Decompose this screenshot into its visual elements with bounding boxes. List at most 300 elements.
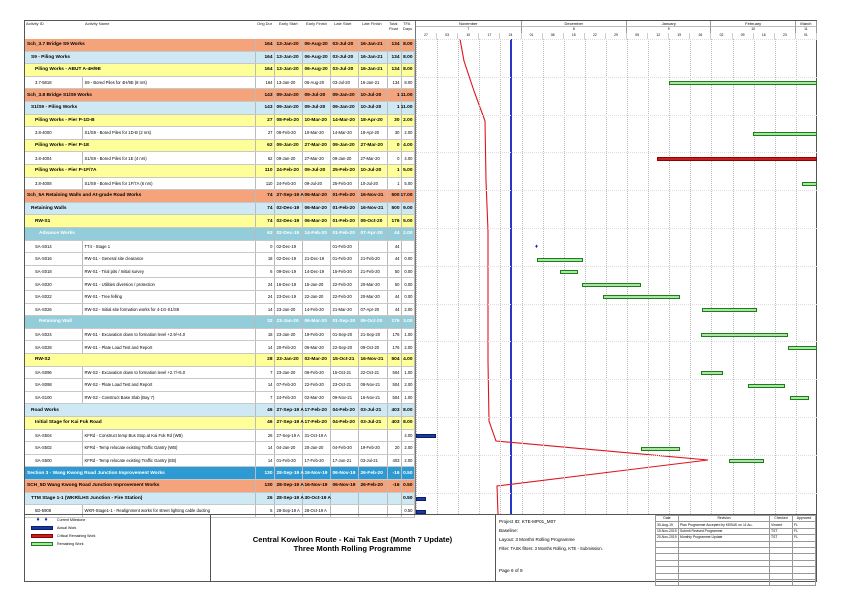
- early-finish: 09-Jul-20: [303, 102, 331, 114]
- wbs-name: Retaining Wall: [25, 316, 256, 328]
- wbs-name: RW-S1: [25, 215, 256, 227]
- late-start: [331, 430, 359, 442]
- wbs-row[interactable]: [25, 354, 415, 367]
- month-number: 9: [627, 27, 711, 33]
- tfa-days: 0.00: [402, 266, 415, 278]
- week-gridline: [585, 39, 586, 514]
- week-label: 26: [690, 33, 711, 39]
- wbs-row[interactable]: [25, 203, 415, 216]
- wbs-row[interactable]: [25, 215, 415, 228]
- week-gridline: [606, 39, 607, 514]
- early-finish: 17-Feb-20: [303, 417, 331, 429]
- week-label: 27: [416, 33, 437, 39]
- late-finish: 10-Jul-20: [359, 89, 388, 101]
- early-finish: 28-Oct-19 A: [303, 505, 331, 517]
- activity-row[interactable]: [25, 291, 415, 304]
- early-finish: 14-Dec-19: [303, 266, 331, 278]
- week-label: 22: [585, 33, 606, 39]
- wbs-name: RW-S2: [25, 354, 256, 366]
- legend: [25, 515, 211, 582]
- activity-row[interactable]: [25, 304, 415, 317]
- revision-row-empty: [656, 579, 816, 585]
- late-finish: 16-Nov-21: [359, 203, 388, 215]
- title-line-1: Central Kowloon Route - Kai Tak East (Month 7 Update): [252, 535, 453, 544]
- late-start: 01-Feb-20: [331, 203, 359, 215]
- tfa-days: 9.00: [402, 203, 415, 215]
- activity-name: KFRd - Construct temp Bus Stop at Kai Fuk Rd (WB): [83, 430, 256, 442]
- late-start: 01-Sep-20: [331, 316, 359, 328]
- early-finish: 10-Mar-20: [303, 127, 331, 139]
- total-float: 30: [388, 115, 402, 127]
- early-finish: 06-Aug-20: [303, 77, 331, 89]
- activity-name: RW-S2 - Plate Load Test and Report: [83, 379, 256, 391]
- activity-id: SA-S020: [25, 278, 83, 290]
- week-label: 24: [500, 33, 521, 39]
- total-float: 176: [388, 329, 402, 341]
- remaining-bar[interactable]: [537, 258, 583, 262]
- week-gridline: [775, 39, 776, 514]
- col-early-start: Early Start: [279, 21, 298, 26]
- early-finish: 09-Jul-20: [303, 165, 331, 177]
- tfa-days: 1.00: [402, 329, 415, 341]
- tfa-days: 5.00: [402, 178, 415, 190]
- activity-row[interactable]: [25, 392, 415, 405]
- orig-duration: 18: [256, 253, 275, 265]
- activity-name: TT4 - Stage 1: [83, 241, 256, 253]
- activity-row[interactable]: [25, 253, 415, 266]
- tfa-days: 5.00: [402, 215, 415, 227]
- progress-line: [416, 21, 817, 514]
- row-gridline: [416, 493, 817, 494]
- tfa-days: 3.00: [402, 316, 415, 328]
- remaining-bar[interactable]: [729, 459, 764, 463]
- activity-row[interactable]: [25, 329, 415, 342]
- late-start: 06-Nov-19: [331, 467, 359, 479]
- late-finish: 09-Oct-20: [359, 316, 388, 328]
- early-start: 13-Jan-20: [275, 77, 303, 89]
- wbs-name: Piling Works - Pier P-1D-B: [25, 115, 256, 127]
- filter: Filter: TASK filters: 3 Months Rolling, KTE - Submission.: [499, 546, 603, 551]
- week-label: 17: [479, 33, 500, 39]
- orig-duration: 74: [256, 190, 275, 202]
- activity-row[interactable]: [25, 379, 415, 392]
- early-start: 28-Sep-19 A: [275, 467, 303, 479]
- early-finish: 20-Jan-20: [303, 442, 331, 454]
- early-start: 09-Jan-20: [275, 152, 303, 164]
- orig-duration: 26: [256, 493, 275, 505]
- early-start: 13-Jan-20: [275, 39, 303, 51]
- milestone-icon[interactable]: ♦: [535, 243, 539, 250]
- baseline: Baseline:: [499, 528, 518, 533]
- tfa-days: 2.00: [402, 228, 415, 240]
- activity-row[interactable]: [25, 241, 415, 254]
- week-gridline: [500, 39, 501, 514]
- early-start: 23-Jan-20: [275, 304, 303, 316]
- tfa-days: 0.50: [402, 505, 415, 517]
- total-float: 176: [388, 215, 402, 227]
- activity-name: RW-S1 - General site clearance: [83, 253, 256, 265]
- early-finish: 22-Feb-20: [303, 379, 331, 391]
- tfa-days: [402, 241, 415, 253]
- early-start: 09-Jan-20: [275, 89, 303, 101]
- total-float: 50: [388, 266, 402, 278]
- actual-bar[interactable]: [416, 434, 436, 438]
- late-finish: 09-Oct-20: [359, 341, 388, 353]
- wbs-row[interactable]: [25, 115, 415, 128]
- late-start: 03-Jul-20: [331, 39, 359, 51]
- total-float: 176: [388, 341, 402, 353]
- col-late-finish: Late Finish: [362, 21, 382, 26]
- late-finish: 21-Feb-20: [359, 253, 388, 265]
- late-finish: 16-Jan-21: [359, 39, 388, 51]
- early-finish: 14-Feb-20: [303, 228, 331, 240]
- tfa-days: 0.00: [402, 278, 415, 290]
- early-start: 24-Feb-20: [275, 165, 303, 177]
- late-finish: 27-Mar-20: [359, 152, 388, 164]
- late-finish: [359, 241, 388, 253]
- late-finish: 26-Feb-20: [359, 480, 388, 492]
- late-start: 23-Oct-21: [331, 379, 359, 391]
- week-label: 08: [543, 33, 564, 39]
- early-finish: 16-Nov-19: [303, 480, 331, 492]
- orig-duration: 164: [256, 52, 275, 64]
- total-float: 500: [388, 203, 402, 215]
- tfa-days: 8.00: [402, 77, 415, 89]
- early-finish: 06-Mar-20: [303, 203, 331, 215]
- remaining-bar[interactable]: [641, 447, 680, 451]
- early-start: 01-Feb-20: [275, 455, 303, 467]
- wbs-row[interactable]: [25, 467, 415, 480]
- total-float: 1: [388, 178, 402, 190]
- late-finish: 18-Apr-20: [359, 127, 388, 139]
- week-gridline: [522, 39, 523, 514]
- tfa-days: 11.00: [402, 102, 415, 114]
- activity-row[interactable]: [25, 266, 415, 279]
- rev-date: 20-Nov-2019: [657, 535, 677, 540]
- remaining-bar[interactable]: [748, 384, 785, 388]
- col-activity-name: Activity Name: [85, 21, 110, 26]
- activity-row[interactable]: [25, 278, 415, 291]
- late-start: 22-Sep-20: [331, 341, 359, 353]
- late-finish: 07-Apr-20: [359, 304, 388, 316]
- early-finish: 10-Mar-20: [303, 115, 331, 127]
- week-gridline: [669, 39, 670, 514]
- row-gridline: [416, 152, 817, 153]
- activity-id: 3.8-4004: [25, 152, 83, 164]
- remaining-bar[interactable]: [560, 270, 578, 274]
- orig-duration: 74: [256, 215, 275, 227]
- activity-id: SA-S026: [25, 304, 83, 316]
- wbs-name: Sch_5A Retaining Walls and At-grade Road Works: [25, 190, 256, 202]
- early-start: 24-Feb-20: [275, 178, 303, 190]
- early-start: 27-Sep-19 A: [275, 190, 303, 202]
- orig-duration: 164: [256, 64, 275, 76]
- orig-duration: 62: [256, 152, 275, 164]
- late-finish: 20-Mar-20: [359, 291, 388, 303]
- late-start: 17-Jun-21: [331, 455, 359, 467]
- tfa-days: 0.50: [402, 493, 415, 505]
- row-gridline: [416, 379, 817, 380]
- remaining-bar[interactable]: [702, 308, 757, 312]
- project-info: [495, 515, 656, 582]
- tfa-days: 4.00: [402, 430, 415, 442]
- orig-duration: 74: [256, 203, 275, 215]
- total-float: 504: [388, 367, 402, 379]
- week-gridline: [458, 39, 459, 514]
- revision-table: [655, 515, 816, 582]
- title-block: [210, 515, 496, 582]
- tfa-days: 0.00: [402, 291, 415, 303]
- tfa-days: 4.00: [402, 152, 415, 164]
- activity-name: RW-S1 - Excavation down to formation level +2.9/+4.0: [83, 329, 256, 341]
- row-gridline: [416, 39, 817, 40]
- orig-duration: 28: [256, 354, 275, 366]
- activity-row[interactable]: [25, 442, 415, 455]
- remaining-bar[interactable]: [802, 182, 817, 186]
- week-label: 19: [669, 33, 690, 39]
- remaining-bar[interactable]: [701, 371, 723, 375]
- activity-name: S9 - Bored Piles for 4H/9E (8 nrs): [83, 77, 256, 89]
- rev-head-revision: Revision: [679, 516, 770, 522]
- legend-remaining: [31, 542, 84, 546]
- early-start: 13-Jan-20: [275, 64, 303, 76]
- total-float: 176: [388, 316, 402, 328]
- wbs-name: Piling Works - Pier P-1E: [25, 140, 256, 152]
- orig-duration: 110: [256, 165, 275, 177]
- late-start: 09-Nov-21: [331, 392, 359, 404]
- wbs-row[interactable]: [25, 190, 415, 203]
- late-start: 01-Feb-20: [331, 228, 359, 240]
- late-start: 09-Jan-20: [331, 140, 359, 152]
- total-float: 1: [388, 89, 402, 101]
- wbs-row[interactable]: [25, 64, 415, 77]
- early-start: 02-Dec-19: [275, 228, 303, 240]
- tfa-days: 8.00: [402, 39, 415, 51]
- late-start: 15-Feb-20: [331, 266, 359, 278]
- early-finish: 27-Mar-20: [303, 152, 331, 164]
- activity-id: SA-S504: [25, 430, 83, 442]
- legend-actual-label: Actual Work: [57, 526, 77, 530]
- wbs-name: S1/S9 - Piling Works: [25, 102, 256, 114]
- activity-row[interactable]: [25, 178, 415, 191]
- rev-checked: TST: [770, 535, 793, 541]
- late-start: 14-Mar-20: [331, 127, 359, 139]
- rev-head-date: Date: [656, 516, 679, 522]
- late-finish: 22-Oct-21: [359, 367, 388, 379]
- wbs-row[interactable]: [25, 39, 415, 52]
- early-finish: 06-Mar-20: [303, 190, 331, 202]
- early-finish: 14-Feb-20: [303, 304, 331, 316]
- early-finish: 30-Oct-19 A: [303, 493, 331, 505]
- orig-duration: 6: [256, 266, 275, 278]
- wbs-row[interactable]: [25, 316, 415, 329]
- tfa-days: 2.00: [402, 341, 415, 353]
- early-finish: 31-Oct-19 A: [303, 430, 331, 442]
- late-start: [331, 493, 359, 505]
- wbs-name: Initial Stage for Kai Fuk Road: [25, 417, 256, 429]
- activity-row[interactable]: [25, 127, 415, 140]
- activity-id: SA-S096: [25, 367, 83, 379]
- orig-duration: 164: [256, 77, 275, 89]
- wbs-name: Sch_3.7 Bridge S9 Works: [25, 39, 256, 51]
- remaining-bar[interactable]: [603, 295, 680, 299]
- col-activity-id: Activity ID: [26, 21, 44, 26]
- footer: [25, 514, 816, 582]
- milestone-icon: ♦ ♦: [36, 517, 48, 523]
- tfa-days: 4.00: [402, 354, 415, 366]
- wbs-row[interactable]: [25, 102, 415, 115]
- activity-row[interactable]: [25, 152, 415, 165]
- remaining-bar[interactable]: [790, 396, 809, 400]
- late-start: 25-Feb-20: [331, 165, 359, 177]
- early-finish: 02-Mar-20: [303, 354, 331, 366]
- activity-row[interactable]: [25, 455, 415, 468]
- wbs-row[interactable]: [25, 89, 415, 102]
- wbs-row[interactable]: [25, 165, 415, 178]
- orig-duration: 24: [256, 291, 275, 303]
- activity-id: SA-S098: [25, 379, 83, 391]
- orig-duration: 14: [256, 379, 275, 391]
- late-finish: 16-Nov-21: [359, 190, 388, 202]
- total-float: 44: [388, 291, 402, 303]
- activity-id: SA-S502: [25, 442, 83, 454]
- activity-row[interactable]: [25, 77, 415, 90]
- early-start: 28-Sep-19 A: [275, 505, 303, 517]
- wbs-row[interactable]: [25, 140, 415, 153]
- total-float: 0: [388, 140, 402, 152]
- early-start: 02-Dec-19: [275, 253, 303, 265]
- week-gridline: [733, 39, 734, 514]
- legend-critical: [31, 534, 95, 538]
- late-finish: 08-Nov-21: [359, 379, 388, 391]
- late-finish: 26-Feb-20: [359, 467, 388, 479]
- wbs-row[interactable]: [25, 404, 415, 417]
- wbs-row[interactable]: [25, 52, 415, 65]
- early-start: 09-Jan-20: [275, 102, 303, 114]
- early-finish: 16-Nov-19: [303, 467, 331, 479]
- remaining-bar[interactable]: [701, 333, 788, 337]
- early-finish: 06-Mar-20: [303, 316, 331, 328]
- wbs-name: TTM Stage 1-1 (WKR/LHS Junction - Fire Station): [25, 493, 256, 505]
- orig-duration: 130: [256, 480, 275, 492]
- tfa-days: 1.00: [402, 367, 415, 379]
- month-number: 7: [416, 27, 522, 33]
- remaining-bar[interactable]: [788, 346, 817, 350]
- actual-bar[interactable]: [416, 510, 426, 514]
- wbs-row[interactable]: [25, 228, 415, 241]
- early-finish: 02-Mar-20: [303, 392, 331, 404]
- total-float: 403: [388, 455, 402, 467]
- row-gridline: [416, 417, 817, 418]
- total-float: 1: [388, 102, 402, 114]
- row-gridline: [416, 115, 817, 116]
- activity-name: KFRd - Temp relocate existing Traffic Gantry (WB): [83, 442, 256, 454]
- late-start: 04-Feb-20: [331, 417, 359, 429]
- orig-duration: 18: [256, 329, 275, 341]
- week-gridline: [796, 39, 797, 514]
- total-float: [388, 493, 402, 505]
- late-finish: 10-Jul-20: [359, 102, 388, 114]
- early-start: 23-Dec-19: [275, 291, 303, 303]
- early-finish: 19-Feb-20: [303, 329, 331, 341]
- tfa-days: 5.00: [402, 165, 415, 177]
- row-gridline: [416, 228, 817, 229]
- late-finish: 10-Jul-20: [359, 178, 388, 190]
- early-start: 02-Dec-19: [275, 203, 303, 215]
- row-gridline: [416, 266, 817, 267]
- tfa-days: 0.00: [402, 253, 415, 265]
- row-gridline: [416, 341, 817, 342]
- late-finish: 03-Jul-21: [359, 404, 388, 416]
- late-start: 15-Oct-21: [331, 367, 359, 379]
- wbs-name: Sch_3.8 Bridge S1/S9 Works: [25, 89, 256, 101]
- actual-bar[interactable]: [416, 497, 426, 501]
- week-gridline: [627, 39, 628, 514]
- remaining-bar-icon: [31, 542, 53, 546]
- activity-row[interactable]: [25, 430, 415, 443]
- rev-head-checked: Checked: [770, 516, 793, 522]
- wbs-row[interactable]: [25, 417, 415, 430]
- wbs-row[interactable]: [25, 480, 415, 493]
- month-number: 8: [522, 27, 628, 33]
- total-float: 134: [388, 64, 402, 76]
- early-start: 13-Jan-20: [275, 52, 303, 64]
- late-start: 14-Mar-20: [331, 115, 359, 127]
- late-finish: 21-Sep-20: [359, 329, 388, 341]
- early-finish: 06-Aug-20: [303, 52, 331, 64]
- total-float: 504: [388, 354, 402, 366]
- tfa-days: 11.00: [402, 89, 415, 101]
- critical-bar[interactable]: [657, 157, 817, 161]
- remaining-bar[interactable]: [753, 132, 817, 136]
- late-finish: 16-Nov-21: [359, 354, 388, 366]
- early-start: 28-Sep-19 A: [275, 493, 303, 505]
- rev-checked: Vincent: [770, 522, 793, 528]
- wbs-name: Retaining Walls: [25, 203, 256, 215]
- total-float: 403: [388, 417, 402, 429]
- rev-approved: FL: [793, 528, 816, 534]
- late-finish: 09-Oct-20: [359, 215, 388, 227]
- early-start: 23-Jan-20: [275, 367, 303, 379]
- wbs-row[interactable]: [25, 493, 415, 506]
- late-start: 25-Feb-20: [331, 178, 359, 190]
- total-float: 504: [388, 379, 402, 391]
- late-finish: 16-Jan-21: [359, 77, 388, 89]
- late-start: 21-Mar-20: [331, 304, 359, 316]
- activity-id: SA-S022: [25, 291, 83, 303]
- wbs-name: Section 3 - Wang Kwong Road Junction Improvement Works: [25, 467, 256, 479]
- orig-duration: 110: [256, 178, 275, 190]
- early-start: 02-Dec-19: [275, 215, 303, 227]
- orig-duration: 7: [256, 392, 275, 404]
- total-float: 504: [388, 392, 402, 404]
- late-start: 01-Feb-20: [331, 215, 359, 227]
- early-start: 23-Jan-20: [275, 316, 303, 328]
- total-float: 403: [388, 404, 402, 416]
- activity-id: 5D-5908: [25, 505, 83, 517]
- orig-duration: 32: [256, 316, 275, 328]
- activity-id: 3.8-4000: [25, 127, 83, 139]
- month-number: 11: [796, 27, 817, 33]
- remaining-bar[interactable]: [669, 81, 817, 85]
- remaining-bar[interactable]: [582, 283, 641, 287]
- tfa-days: 4.00: [402, 140, 415, 152]
- activity-row[interactable]: [25, 341, 415, 354]
- week-label: 02: [711, 33, 732, 39]
- week-label: 29: [606, 33, 627, 39]
- row-gridline: [416, 455, 817, 456]
- activity-row[interactable]: [25, 367, 415, 380]
